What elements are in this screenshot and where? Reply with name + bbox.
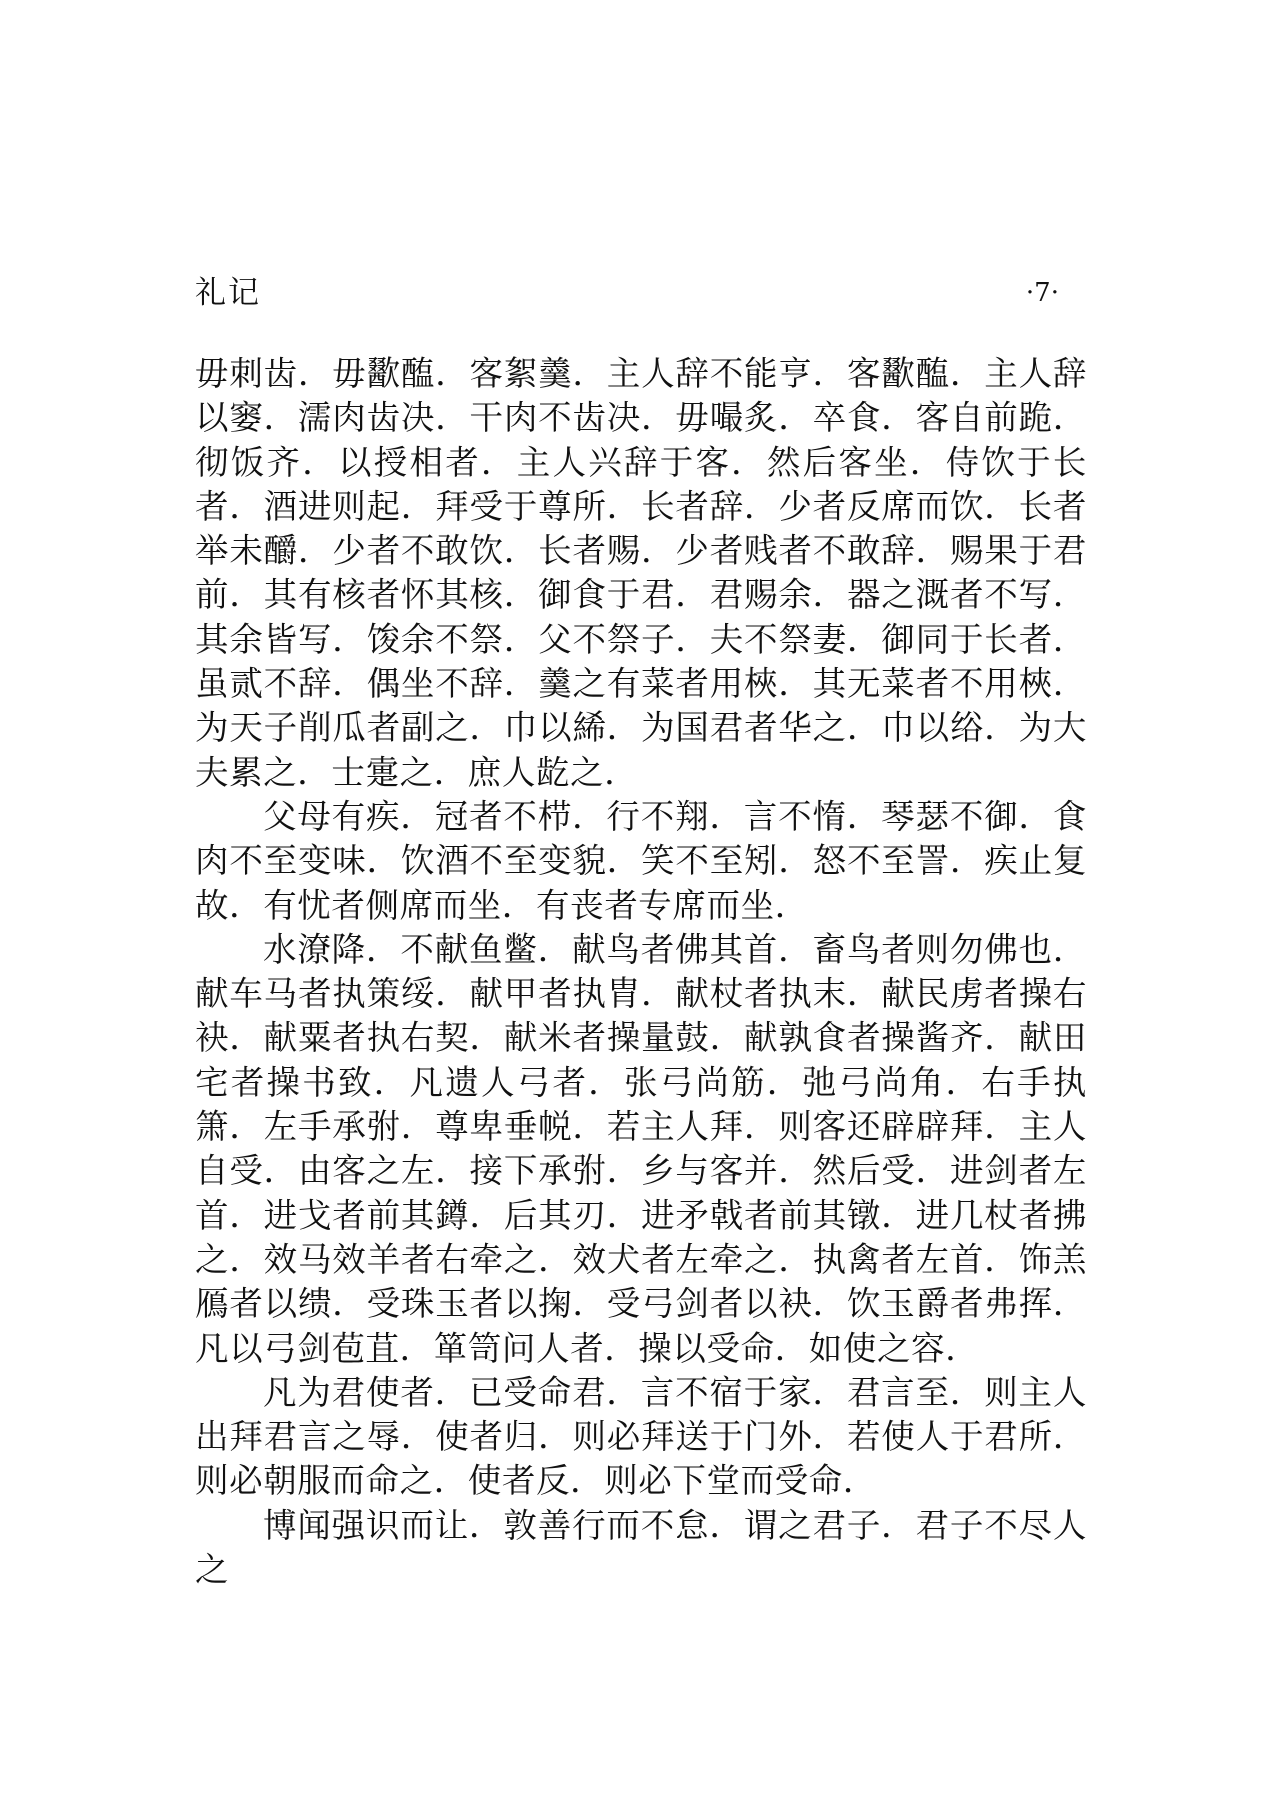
paragraph-5: 博闻强识而让．敦善行而不怠．谓之君子．君子不尽人之 — [195, 1505, 1087, 1590]
page-number: ·7· — [1025, 278, 1059, 308]
paragraph-4: 凡为君使者．已受命君．言不宿于家．君言至．则主人出拜君言之辱．使者归．则必拜送于门外．若使人于君所．则必朝服而命之．使者反．则必下堂而受命． — [195, 1372, 1087, 1501]
body-text — [195, 352, 1087, 1592]
book-title: 礼记 — [195, 275, 261, 311]
paragraph-3: 水潦降．不献鱼鳖．献鸟者佛其首．畜鸟者则勿佛也．献车马者执策绥．献甲者执胄．献杖者执末．献民虏者操右袂．献粟者执右契．献米者操量鼓．献孰食者操酱齐．献田宅者操书致．凡遗人弓者．张弓尚筋．弛弓尚角．右手执箫．左手承弣．尊卑垂帨．若主人拜．则客还辟辟拜．主人自受．由客之左．接下承弣．乡与客并．然后受．进剑者左首．进戈者前其鐏．后其刃．进矛戟者前其镦．进几杖者拂之．效马效羊者右牵之．效犬者左牵之．执禽者左首．饰羔鴈者以缋．受珠玉者以掬．受弓剑者以袂．饮玉爵者弗挥．凡以弓剑苞苴．箪笥问人者．操以受命．如使之容． — [195, 929, 1087, 1368]
paragraph-2: 父母有疾．冠者不栉．行不翔．言不惰．琴瑟不御．食肉不至变味．饮酒不至变貌．笑不至矧．怒不至詈．疾止复故．有忧者侧席而坐．有丧者专席而坐． — [195, 796, 1087, 925]
running-header — [195, 268, 1073, 318]
paragraph-1: 毋刺齿．毋歠醢．客絮羹．主人辞不能亨．客歠醢．主人辞以窭．濡肉齿决．干肉不齿决．毋嘬炙．卒食．客自前跪．彻饭齐．以授相者．主人兴辞于客．然后客坐．侍饮于长者．酒进则起．拜受于尊所．长者辞．少者反席而饮．长者举未釂．少者不敢饮．长者赐．少者贱者不敢辞．赐果于君前．其有核者怀其核．御食于君．君赐余．器之溉者不写．其余皆写．馂余不祭．父不祭子．夫不祭妻．御同于长者．虽贰不辞．偶坐不辞．羹之有菜者用梜．其无菜者不用梜．为天子削瓜者副之．巾以絺．为国君者华之．巾以绤．为大夫累之．士疐之．庶人龁之． — [195, 354, 1087, 792]
